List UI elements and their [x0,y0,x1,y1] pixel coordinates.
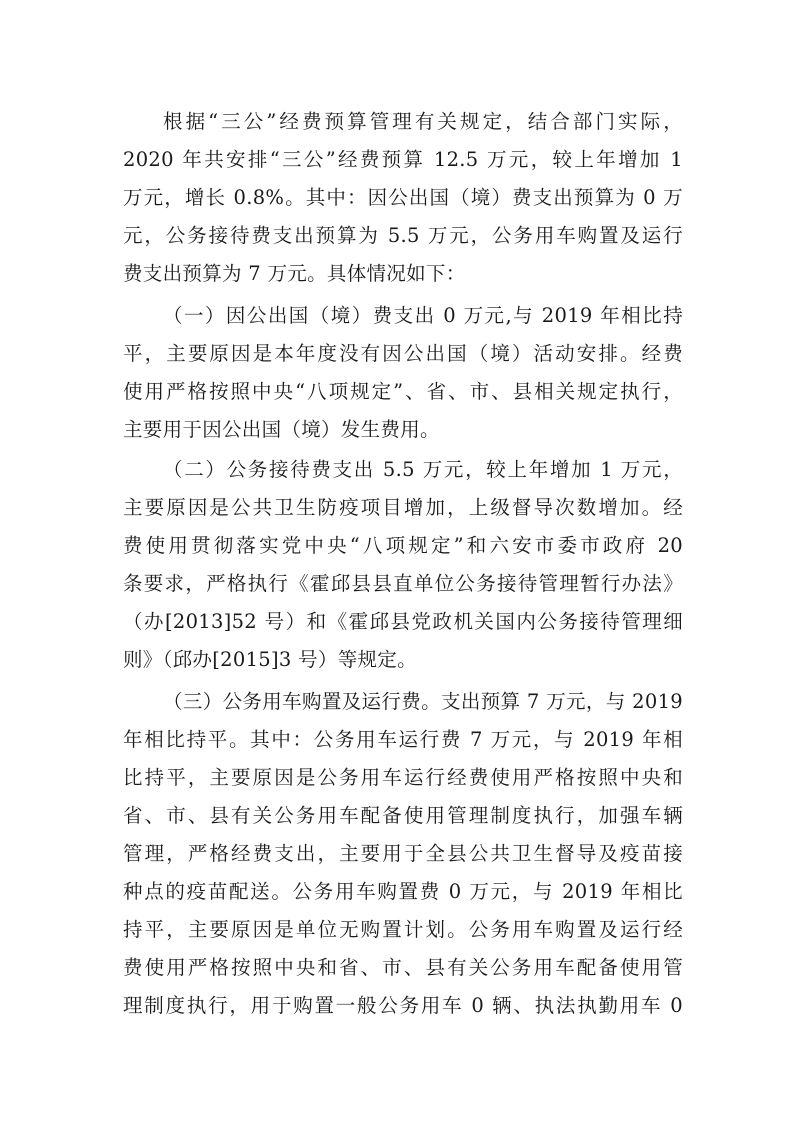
text-line: 元，公务接待费支出预算为 5.5 万元，公务用车购置及运行 [123,224,683,247]
text-line: 平，主要原因是本年度没有因公出国（境）活动安排。经费 [123,342,683,365]
text-line: 万元，增长 0.8%。其中：因公出国（境）费支出预算为 0 万 [123,186,683,209]
text-line: 种点的疫苗配送。公务用车购置费 0 万元，与 2019 年相比 [123,880,683,903]
text-line: （二）公务接待费支出 5.5 万元，较上年增加 1 万元， [163,458,683,481]
text-line: 则》（邱办[2015]3 号）等规定。 [123,648,417,671]
text-line: 条要求，严格执行《霍邱县县直单位公务接待管理暂行办法》 [123,572,683,595]
text-line: （三）公务用车购置及运行费。支出预算 7 万元，与 2019 [163,690,683,713]
text-line: 持平，主要原因是单位无购置计划。公务用车购置及运行经 [123,918,683,941]
text-line: （办[2013]52 号）和《霍邱县党政机关国内公务接待管理细 [123,610,683,633]
text-line: 费使用严格按照中央和省、市、县有关公务用车配备使用管 [123,956,683,979]
text-line: 主要原因是公共卫生防疫项目增加，上级督导次数增加。经 [123,496,683,519]
text-line: 省、市、县有关公务用车配备使用管理制度执行，加强车辆 [123,804,683,827]
text-line: 根据“三公”经费预算管理有关规定，结合部门实际， [163,110,683,133]
text-line: 比持平，主要原因是公务用车运行经费使用严格按照中央和 [123,766,683,789]
text-line: 使用严格按照中央“八项规定”、省、市、县相关规定执行， [123,380,683,403]
text-line: 管理，严格经费支出，主要用于全县公共卫生督导及疫苗接 [123,842,683,865]
text-line: 费支出预算为 7 万元。具体情况如下： [123,262,466,285]
text-line: 年相比持平。其中：公务用车运行费 7 万元，与 2019 年相 [123,728,683,751]
text-line: 主要用于因公出国（境）发生费用。 [123,418,440,441]
text-line: 费使用贯彻落实党中央“八项规定”和六安市委市政府 20 [123,534,683,557]
text-line: 2020 年共安排“三公”经费预算 12.5 万元，较上年增加 1 [123,148,683,171]
text-line: （一）因公出国（境）费支出 0 万元,与 2019 年相比持 [163,304,683,327]
text-line: 理制度执行，用于购置一般公务用车 0 辆、执法执勤用车 0 [123,994,683,1017]
